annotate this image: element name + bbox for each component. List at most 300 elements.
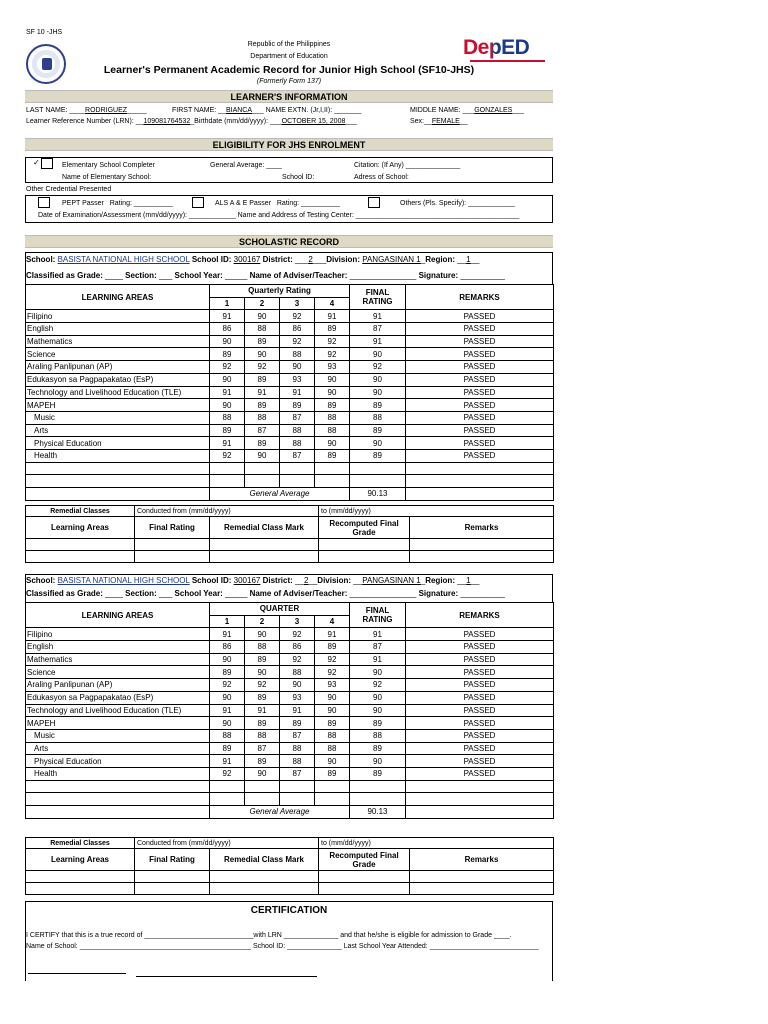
als-checkbox[interactable] bbox=[192, 197, 204, 208]
grades-header-row bbox=[26, 285, 554, 298]
table-row bbox=[26, 386, 554, 399]
department-text: Department of Education bbox=[250, 53, 328, 60]
table-row bbox=[26, 424, 554, 437]
remedial-classes-label: Remedial Classes bbox=[26, 838, 135, 849]
table-row bbox=[26, 449, 554, 462]
quarter-grade-cell: 88 bbox=[245, 411, 280, 424]
quarter-grade-cell: 90 bbox=[245, 628, 280, 641]
general-average-row bbox=[26, 806, 554, 819]
remarks-cell: PASSED bbox=[406, 449, 554, 462]
final-rating-cell: 92 bbox=[350, 679, 406, 692]
remedial-classes-label: Remedial Classes bbox=[26, 506, 135, 517]
blank-cell bbox=[26, 793, 210, 806]
blank-cell bbox=[280, 475, 315, 488]
blank-row bbox=[26, 780, 554, 793]
check-mark-icon: ✓ bbox=[33, 158, 40, 167]
quarter-grade-cell: 92 bbox=[245, 679, 280, 692]
blank-cell bbox=[319, 551, 410, 563]
table-row bbox=[26, 666, 554, 679]
blank-cell bbox=[210, 883, 319, 895]
blank-cell bbox=[280, 793, 315, 806]
blank-cell bbox=[406, 475, 554, 488]
blank-cell bbox=[26, 883, 135, 895]
quarter-grade-cell: 88 bbox=[280, 424, 315, 437]
blank-cell bbox=[26, 780, 210, 793]
quarter-grade-cell: 88 bbox=[315, 424, 350, 437]
blank-cell bbox=[135, 883, 210, 895]
quarter-grade-cell: 89 bbox=[245, 653, 280, 666]
others-checkbox[interactable] bbox=[368, 197, 380, 208]
table-row bbox=[26, 742, 554, 755]
quarter-grade-cell: 91 bbox=[210, 755, 245, 768]
blank-cell bbox=[350, 475, 406, 488]
blank-cell bbox=[410, 551, 554, 563]
table-row bbox=[26, 653, 554, 666]
remedial-col-header: Remarks bbox=[410, 849, 554, 871]
record2-grades-table bbox=[25, 602, 554, 819]
remedial-col-header: Final Rating bbox=[135, 849, 210, 871]
remarks-cell: PASSED bbox=[406, 628, 554, 641]
remarks-cell: PASSED bbox=[406, 767, 554, 780]
record1-remedial-table bbox=[25, 505, 554, 563]
lrn-value: 109081764532 bbox=[143, 118, 191, 125]
first-name-row: FIRST NAME: __BIANCA___ NAME EXTN. (Jr,I,II): _______ bbox=[172, 107, 362, 114]
quarter-grade-cell: 90 bbox=[315, 386, 350, 399]
quarter-grade-cell: 89 bbox=[245, 373, 280, 386]
quarter-grade-cell: 89 bbox=[245, 437, 280, 450]
quarter-grade-cell: 86 bbox=[210, 641, 245, 654]
remarks-cell: PASSED bbox=[406, 641, 554, 654]
blank-cell bbox=[210, 539, 319, 551]
remarks-cell: PASSED bbox=[406, 411, 554, 424]
final-rating-cell: 90 bbox=[350, 691, 406, 704]
quarter-2-header: 2 bbox=[245, 615, 280, 628]
remedial-header-row bbox=[26, 517, 554, 539]
learning-area-cell: Arts bbox=[26, 742, 210, 755]
quarter-grade-cell: 93 bbox=[315, 679, 350, 692]
quarter-grade-cell: 89 bbox=[245, 755, 280, 768]
blank-cell bbox=[406, 793, 554, 806]
quarter-grade-cell: 90 bbox=[245, 348, 280, 361]
blank-cell bbox=[135, 539, 210, 551]
middle-name-row: MIDDLE NAME: ___GONZALES___ bbox=[410, 107, 524, 114]
quarter-grade-cell: 92 bbox=[280, 310, 315, 323]
blank-cell bbox=[406, 780, 554, 793]
blank-cell bbox=[26, 462, 210, 475]
general-average-value: 90.13 bbox=[350, 488, 406, 501]
table-row bbox=[26, 691, 554, 704]
conducted-from-field: Conducted from (mm/dd/yyyy) bbox=[135, 838, 319, 849]
table-row bbox=[26, 704, 554, 717]
quarter-grade-cell: 90 bbox=[280, 361, 315, 374]
remarks-cell: PASSED bbox=[406, 310, 554, 323]
scholastic-band: SCHOLASTIC RECORD bbox=[25, 235, 553, 248]
quarter-grade-cell: 89 bbox=[315, 399, 350, 412]
quarter-grade-cell: 88 bbox=[280, 742, 315, 755]
quarter-grade-cell: 92 bbox=[210, 679, 245, 692]
final-rating-cell: 90 bbox=[350, 348, 406, 361]
last-name-value: RODRIGUEZ bbox=[85, 107, 128, 114]
blank-cell bbox=[410, 883, 554, 895]
blank-cell bbox=[26, 871, 135, 883]
als-field: ALS A & E Passer Rating: __________ bbox=[215, 200, 340, 207]
sex-value: FEMALE bbox=[431, 118, 460, 125]
final-rating-cell: 89 bbox=[350, 767, 406, 780]
deped-logo-rule bbox=[470, 60, 545, 62]
remedial-header-row bbox=[26, 849, 554, 871]
learning-area-cell: Filipino bbox=[26, 310, 210, 323]
learning-area-cell: Edukasyon sa Pagpapakatao (EsP) bbox=[26, 373, 210, 386]
learner-info-band: LEARNER'S INFORMATION bbox=[25, 90, 553, 103]
col-quarter: Quarterly Rating bbox=[210, 285, 350, 298]
quarter-grade-cell: 91 bbox=[210, 628, 245, 641]
col-final-rating: FINAL RATING bbox=[350, 285, 406, 310]
quarter-grade-cell: 92 bbox=[315, 335, 350, 348]
learning-area-cell: Science bbox=[26, 666, 210, 679]
quarter-grade-cell: 90 bbox=[245, 310, 280, 323]
quarter-grade-cell: 91 bbox=[280, 704, 315, 717]
table-row bbox=[26, 323, 554, 336]
table-row bbox=[26, 641, 554, 654]
final-rating-cell: 88 bbox=[350, 411, 406, 424]
quarter-grade-cell: 89 bbox=[210, 666, 245, 679]
sex-row: Sex:__FEMALE__ bbox=[410, 118, 468, 125]
quarter-grade-cell: 89 bbox=[210, 742, 245, 755]
remarks-cell: PASSED bbox=[406, 361, 554, 374]
quarter-grade-cell: 88 bbox=[210, 411, 245, 424]
record2-school-name: BASISTA NATIONAL HIGH SCHOOL bbox=[57, 576, 190, 585]
final-rating-cell: 91 bbox=[350, 310, 406, 323]
quarter-grade-cell: 87 bbox=[280, 449, 315, 462]
blank-row bbox=[26, 793, 554, 806]
quarter-grade-cell: 89 bbox=[245, 691, 280, 704]
blank-cell bbox=[350, 462, 406, 475]
final-rating-cell: 90 bbox=[350, 386, 406, 399]
blank-cell bbox=[210, 793, 245, 806]
first-name-value: BIANCA bbox=[225, 107, 253, 114]
quarter-grade-cell: 90 bbox=[315, 704, 350, 717]
blank-cell bbox=[245, 475, 280, 488]
table-row bbox=[26, 373, 554, 386]
republic-text: Republic of the Philippines bbox=[247, 41, 331, 48]
quarter-grade-cell: 87 bbox=[245, 424, 280, 437]
remarks-cell: PASSED bbox=[406, 666, 554, 679]
general-average-label: General Average bbox=[210, 488, 350, 501]
remarks-cell: PASSED bbox=[406, 348, 554, 361]
quarter-grade-cell: 90 bbox=[210, 373, 245, 386]
final-rating-cell: 90 bbox=[350, 666, 406, 679]
learning-area-cell: English bbox=[26, 641, 210, 654]
table-row bbox=[26, 729, 554, 742]
quarter-grade-cell: 88 bbox=[280, 437, 315, 450]
pept-checkbox[interactable] bbox=[38, 197, 50, 208]
blank-cell bbox=[406, 462, 554, 475]
quarter-grade-cell: 93 bbox=[315, 361, 350, 374]
remarks-cell: PASSED bbox=[406, 437, 554, 450]
remarks-cell: PASSED bbox=[406, 729, 554, 742]
remedial-col-header: Final Rating bbox=[135, 517, 210, 539]
remarks-cell: PASSED bbox=[406, 386, 554, 399]
col-learning-areas: LEARNING AREAS bbox=[26, 285, 210, 310]
quarter-grade-cell: 91 bbox=[245, 704, 280, 717]
quarter-grade-cell: 91 bbox=[245, 386, 280, 399]
last-name-row: LAST NAME: ____RODRIGUEZ_____ bbox=[26, 107, 147, 114]
remarks-cell: PASSED bbox=[406, 704, 554, 717]
blank-cell bbox=[410, 871, 554, 883]
blank-cell bbox=[350, 793, 406, 806]
quarter-grade-cell: 89 bbox=[210, 424, 245, 437]
blank-cell bbox=[319, 539, 410, 551]
quarter-grade-cell: 87 bbox=[280, 411, 315, 424]
learning-area-cell: Physical Education bbox=[26, 437, 210, 450]
quarter-grade-cell: 90 bbox=[315, 437, 350, 450]
final-rating-cell: 89 bbox=[350, 742, 406, 755]
learning-area-cell: Mathematics bbox=[26, 653, 210, 666]
quarter-grade-cell: 92 bbox=[280, 628, 315, 641]
blank-cell bbox=[210, 551, 319, 563]
remarks-cell: PASSED bbox=[406, 755, 554, 768]
learning-area-cell: English bbox=[26, 323, 210, 336]
quarter-1-header: 1 bbox=[210, 297, 245, 310]
elem-completer-label: Elementary School Completer bbox=[62, 162, 155, 169]
learning-area-cell: Science bbox=[26, 348, 210, 361]
quarter-grade-cell: 89 bbox=[245, 399, 280, 412]
citation-field: Citation: (If Any) ______________ bbox=[354, 162, 461, 169]
remedial-col-header: Recomputed Final Grade bbox=[319, 849, 410, 871]
quarter-grade-cell: 86 bbox=[280, 641, 315, 654]
blank-cell bbox=[245, 462, 280, 475]
learning-area-cell: Filipino bbox=[26, 628, 210, 641]
blank-cell bbox=[406, 806, 554, 819]
remedial-blank-row bbox=[26, 883, 554, 895]
quarter-grade-cell: 88 bbox=[245, 641, 280, 654]
learning-area-cell: MAPEH bbox=[26, 717, 210, 730]
learning-area-cell: Araling Panlipunan (AP) bbox=[26, 679, 210, 692]
record2-remedial-table bbox=[25, 837, 554, 895]
exam-date-field: Date of Examination/Assessment (mm/dd/yyyy): ____________ Name and Address of Testing Center: __________________________________________ bbox=[38, 212, 520, 219]
quarter-grade-cell: 89 bbox=[280, 399, 315, 412]
quarter-grade-cell: 88 bbox=[245, 323, 280, 336]
remarks-cell: PASSED bbox=[406, 323, 554, 336]
elem-school-id-field: School ID: bbox=[282, 174, 315, 181]
col-final-rating: FINAL RATING bbox=[350, 603, 406, 628]
final-rating-cell: 90 bbox=[350, 704, 406, 717]
table-row bbox=[26, 310, 554, 323]
quarter-grade-cell: 89 bbox=[280, 717, 315, 730]
remedial-title-row bbox=[26, 506, 554, 517]
table-row bbox=[26, 361, 554, 374]
blank-row bbox=[26, 462, 554, 475]
quarter-grade-cell: 93 bbox=[280, 373, 315, 386]
quarter-grade-cell: 88 bbox=[315, 742, 350, 755]
quarter-grade-cell: 88 bbox=[315, 729, 350, 742]
pept-field: PEPT Passer Rating: __________ bbox=[62, 200, 173, 207]
signature-line-left bbox=[28, 973, 126, 974]
final-rating-cell: 90 bbox=[350, 373, 406, 386]
blank-cell bbox=[245, 793, 280, 806]
final-rating-cell: 89 bbox=[350, 424, 406, 437]
quarter-grade-cell: 90 bbox=[245, 666, 280, 679]
quarter-3-header: 3 bbox=[280, 297, 315, 310]
table-row bbox=[26, 399, 554, 412]
formerly-text: (Formerly Form 137) bbox=[256, 78, 322, 85]
blank-cell bbox=[315, 780, 350, 793]
table-row bbox=[26, 717, 554, 730]
conducted-to-field: to (mm/dd/yyyy) bbox=[319, 838, 554, 849]
blank-cell bbox=[26, 488, 210, 501]
remarks-cell: PASSED bbox=[406, 424, 554, 437]
remarks-cell: PASSED bbox=[406, 335, 554, 348]
learning-area-cell: Technology and Livelihood Education (TLE) bbox=[26, 386, 210, 399]
blank-cell bbox=[210, 871, 319, 883]
blank-cell bbox=[26, 475, 210, 488]
table-row bbox=[26, 437, 554, 450]
quarter-grade-cell: 88 bbox=[280, 666, 315, 679]
blank-cell bbox=[315, 475, 350, 488]
certification-line1: I CERTIFY that this is a true record of ____________________________with LRN ______________ and that he/she is eligible for admission to Grade ____. bbox=[26, 932, 512, 939]
learning-area-cell: MAPEH bbox=[26, 399, 210, 412]
learning-area-cell: Health bbox=[26, 767, 210, 780]
birthdate-value: OCTOBER 15, 2008 bbox=[281, 118, 346, 125]
quarter-grade-cell: 89 bbox=[315, 717, 350, 730]
form-code: SF 10 -JHS bbox=[26, 29, 63, 36]
learning-area-cell: Technology and Livelihood Education (TLE) bbox=[26, 704, 210, 717]
quarter-2-header: 2 bbox=[245, 297, 280, 310]
other-credential-label: Other Credential Presented bbox=[26, 186, 112, 193]
remedial-col-header: Remarks bbox=[410, 517, 554, 539]
deped-logo: DepED bbox=[463, 36, 530, 59]
remarks-cell: PASSED bbox=[406, 373, 554, 386]
blank-cell bbox=[210, 462, 245, 475]
record1-school-line: School: BASISTA NATIONAL HIGH SCHOOL School ID: 300167 District: ___2___Division: PANGASINAN 1_Region: __1__ bbox=[26, 255, 480, 264]
quarter-grade-cell: 91 bbox=[210, 437, 245, 450]
quarter-grade-cell: 87 bbox=[245, 742, 280, 755]
quarter-grade-cell: 91 bbox=[280, 386, 315, 399]
record1-school-name: BASISTA NATIONAL HIGH SCHOOL bbox=[57, 255, 190, 264]
quarter-grade-cell: 89 bbox=[315, 767, 350, 780]
quarter-grade-cell: 88 bbox=[210, 729, 245, 742]
remarks-cell: PASSED bbox=[406, 653, 554, 666]
quarter-grade-cell: 92 bbox=[280, 653, 315, 666]
record1-grade-line: Classified as Grade: ____ Section: ___ School Year: _____ Name of Adviser/Teacher: _______________ Signature: __________ bbox=[26, 271, 505, 280]
remedial-col-header: Learning Areas bbox=[26, 849, 135, 871]
elem-completer-checkbox[interactable] bbox=[41, 158, 53, 169]
table-row bbox=[26, 767, 554, 780]
final-rating-cell: 90 bbox=[350, 437, 406, 450]
remarks-cell: PASSED bbox=[406, 691, 554, 704]
conducted-from-field: Conducted from (mm/dd/yyyy) bbox=[135, 506, 319, 517]
final-rating-cell: 89 bbox=[350, 449, 406, 462]
quarter-1-header: 1 bbox=[210, 615, 245, 628]
remedial-col-header: Recomputed Final Grade bbox=[319, 517, 410, 539]
learning-area-cell: Physical Education bbox=[26, 755, 210, 768]
quarter-grade-cell: 91 bbox=[210, 704, 245, 717]
quarter-grade-cell: 92 bbox=[280, 335, 315, 348]
quarter-grade-cell: 92 bbox=[315, 666, 350, 679]
blank-cell bbox=[135, 871, 210, 883]
quarter-grade-cell: 88 bbox=[315, 411, 350, 424]
table-row bbox=[26, 411, 554, 424]
general-average-field: General Average: ____ bbox=[210, 162, 282, 169]
signature-line-right bbox=[136, 976, 317, 977]
quarter-grade-cell: 90 bbox=[210, 335, 245, 348]
quarter-grade-cell: 93 bbox=[280, 691, 315, 704]
conducted-to-field: to (mm/dd/yyyy) bbox=[319, 506, 554, 517]
quarter-4-header: 4 bbox=[315, 297, 350, 310]
quarter-grade-cell: 90 bbox=[315, 755, 350, 768]
remarks-cell: PASSED bbox=[406, 679, 554, 692]
blank-cell bbox=[406, 488, 554, 501]
col-remarks: REMARKS bbox=[406, 603, 554, 628]
blank-cell bbox=[319, 883, 410, 895]
quarter-grade-cell: 89 bbox=[315, 641, 350, 654]
blank-row bbox=[26, 475, 554, 488]
quarter-grade-cell: 90 bbox=[245, 449, 280, 462]
final-rating-cell: 89 bbox=[350, 717, 406, 730]
page-title: Learner's Permanent Academic Record for Junior High School (SF10-JHS) bbox=[103, 64, 475, 76]
final-rating-cell: 89 bbox=[350, 399, 406, 412]
blank-cell bbox=[245, 780, 280, 793]
blank-cell bbox=[315, 793, 350, 806]
remedial-blank-row bbox=[26, 551, 554, 563]
elem-school-field: Name of Elementary School: bbox=[62, 174, 152, 181]
quarter-grade-cell: 90 bbox=[210, 691, 245, 704]
lrn-row: Learner Reference Number (LRN): __109081764532_Birthdate (mm/dd/yyyy): ___OCTOBER 15, 2008___ bbox=[26, 118, 358, 125]
col-remarks: REMARKS bbox=[406, 285, 554, 310]
learning-area-cell: Mathematics bbox=[26, 335, 210, 348]
quarter-grade-cell: 87 bbox=[280, 729, 315, 742]
quarter-grade-cell: 90 bbox=[210, 653, 245, 666]
remedial-blank-row bbox=[26, 871, 554, 883]
quarter-grade-cell: 90 bbox=[210, 717, 245, 730]
general-average-value: 90.13 bbox=[350, 806, 406, 819]
quarter-grade-cell: 91 bbox=[315, 628, 350, 641]
blank-cell bbox=[319, 871, 410, 883]
blank-cell bbox=[280, 462, 315, 475]
quarter-grade-cell: 90 bbox=[210, 399, 245, 412]
learning-area-cell: Music bbox=[26, 411, 210, 424]
record2-school-line: School: BASISTA NATIONAL HIGH SCHOOL School ID: 300167 District: __2__Division: __PANGASINAN 1_Region: __1__ bbox=[26, 576, 480, 585]
final-rating-cell: 87 bbox=[350, 641, 406, 654]
quarter-grade-cell: 90 bbox=[245, 767, 280, 780]
eligibility-band: ELIGIBILITY FOR JHS ENROLMENT bbox=[25, 138, 553, 151]
quarter-grade-cell: 92 bbox=[245, 361, 280, 374]
quarter-grade-cell: 88 bbox=[245, 729, 280, 742]
quarter-grade-cell: 86 bbox=[280, 323, 315, 336]
general-average-row bbox=[26, 488, 554, 501]
grades-header-row bbox=[26, 603, 554, 616]
remarks-cell: PASSED bbox=[406, 717, 554, 730]
quarter-grade-cell: 89 bbox=[210, 348, 245, 361]
col-learning-areas: LEARNING AREAS bbox=[26, 603, 210, 628]
quarter-grade-cell: 92 bbox=[315, 653, 350, 666]
learning-area-cell: Arts bbox=[26, 424, 210, 437]
others-field: Others (Pls. Specify): ____________ bbox=[400, 200, 515, 207]
quarter-grade-cell: 91 bbox=[315, 310, 350, 323]
quarter-grade-cell: 92 bbox=[315, 348, 350, 361]
remedial-col-header: Remedial Class Mark bbox=[210, 849, 319, 871]
quarter-grade-cell: 90 bbox=[315, 691, 350, 704]
final-rating-cell: 90 bbox=[350, 755, 406, 768]
quarter-grade-cell: 91 bbox=[210, 386, 245, 399]
middle-name-value: GONZALES bbox=[474, 107, 513, 114]
quarter-3-header: 3 bbox=[280, 615, 315, 628]
blank-cell bbox=[26, 806, 210, 819]
remedial-blank-row bbox=[26, 539, 554, 551]
learning-area-cell: Music bbox=[26, 729, 210, 742]
quarter-grade-cell: 88 bbox=[280, 348, 315, 361]
quarter-grade-cell: 89 bbox=[315, 449, 350, 462]
